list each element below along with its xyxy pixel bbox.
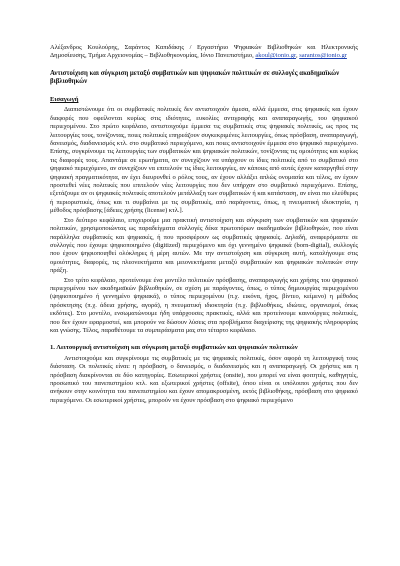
intro-paragraph: Διαπιστώνουμε ότι οι συμβατικές πολιτικές δεν αντιστοιχούν άμεσα, αλλά έμμεσα, στις ψηφιακές και έχουν διαφορές που οφείλονται κυρίως στις ιδιότητες, ευκολίες αντιγραφής και αναπαραγωγής, του ψηφιακού περιεχομένου. Στο πρώτο κεφάλαιο, αντιστοιχούμε έμμεσα τις συμβατικές στις ψηφιακές πολιτικές, ως προς τις λειτουργίες τους, τονίζοντας, ποιες πολιτικές επηρεάζουν συγκεκριμένες λειτουργίες, όπως πρόσβαση, αναπαραγωγή, δανεισμός, διαδανεισμός κτλ. στο συμβατικό περιεχόμενο, και ποιες αντιστοιχούν έμμεσα στο ψηφιακό περιεχόμενο. Επίσης, συγκρίνουμε τις λειτουργίες των συμβατικών και ψηφιακών πολιτικών, τονίζοντας τις ομοιότητες και κυρίως τις διαφορές τους. Απαντάμε σε ερωτήματα, αν συνεχίζουν να υπάρχουν οι ίδιες πολιτικές από το συμβατικό στο ψηφιακό περιεχόμενο, αν συνεχίζουν να επιτελούν τις ίδιες λειτουργίες, αν κάποιες από αυτές έχουν καταργηθεί στην ψηφιακή πραγματικότητα, αν έχει διευρυνθεί ο ρόλος τους, αν έχουν αλλάξει απλώς ονομασία και τέλος, αν έχουν προστεθεί νέες πολιτικές που επιτελούν νέες λειτουργίες που δεν υπήρχαν στο συμβατικό περιεχόμενο. Επίσης, εξετάζουμε αν οι ψηφιακές πολιτικές αποτελούν μετάλλαξη των συμβατικών ή και κατάσταση, αν είναι πιο ελεύθερες ή περιοριστικές, όπως και τι συμβαίνει με τις συμβατικές, από παράγοντες, όπως, η πνευματική ιδιοκτησία, η μέθοδος πρόσβασης [άδειες χρήσης (license) κτλ.].: [50, 106, 358, 215]
email-link-akoul[interactable]: akoul@ionio.gr: [255, 52, 296, 60]
intro-heading: Εισαγωγή: [50, 96, 79, 103]
intro-paragraph: Στο τρίτο κεφάλαιο, προτείνουμε ένα μοντέλο πολιτικών πρόσβασης, αναπαραγωγής και χρήσης του ψηφιακού περιεχομένου των ακαδημαϊκών βιβλιοθηκών, σε σχέση με παράγοντες, όπως, ο τύπος δημιουργίας περιεχομένου (ψηφιοποιημένο ή γεννημένο ψηφιακά), ο τύπος περιεχομένου (π.χ. εικόνα, ήχος, βίντεο, κείμενο) η μέθοδος πρόσκτησης (π.χ. άδεια χρήσης, αγορά), η πνευματική ιδιοκτησία (π.χ. βιβλιοθήκες, ιδιώτες, οργανισμοί, όπως εκδότες). Στο μοντέλο, ενσωματώνουμε ήδη υπάρχουσες πρακτικές, αλλά και προτείνουμε καινούργιες πολιτικές, που δεν έχουν εφαρμοστεί, και μπορούν να δώσουν λύσεις στα προβλήματα διαχείρισης της ψηφιακής πληροφορίας και γνώσης. Τέλος, παραθέτουμε τα συμπεράσματα μας στο τέταρτο κεφάλαιο.: [50, 276, 358, 334]
authors-line: Αλέξανδρος Κουλούρης, Σαράντος Καπιδάκης / Εργαστήριο Ψηφιακών Βιβλιοθηκών και Ηλεκτρονικής Δημοσίευσης, Τμήμα Αρχειονομίας – Βιβλιοθηκονομίας, Ιόνιο Πανεπιστήμιο,: [50, 44, 358, 60]
email-link-sarantos[interactable]: sarantos@ionio.gr: [299, 52, 347, 60]
section1-paragraph: Αντιστοιχούμε και συγκρίνουμε τις συμβατικές με τις ψηφιακές πολιτικές, όσον αφορά τη λειτουργική τους διάσταση. Οι πολιτικές είναι: η πρόσβαση, ο δανεισμός, ο διαδανεισμός και η αναπαραγωγή. Οι χρήστες και η πρόσβαση διακρίνονται σε δύο κατηγορίες. Εσωτερικοί χρήστες (onsite), που μπορεί να είναι φοιτητές, καθηγητές, προσωπικό του πανεπιστημίου κτλ. και εξωτερικοί χρήστες (offsite), όπου είναι οι υπόλοιποι χρήστες που δεν ανήκουν στην κοινότητα του πανεπιστημίου και έχουν απομακρυσμένη, εκτός βιβλιοθήκης, πρόσβαση στο ψηφιακό περιεχόμενο. Οι εσωτερικοί χρήστες, μπορούν να έχουν πρόσβαση στο ψηφιακό περιεχόμενο: [50, 354, 358, 404]
section1-heading: 1. Λειτουργική αντιστοίχιση και σύγκριση μεταξύ συμβατικών και ψηφιακών πολιτικών: [50, 344, 298, 352]
intro-paragraph: Στο δεύτερο κεφάλαιο, επιχειρούμε μια πρακτική αντιστοίχιση και σύγκριση των συμβατικών και ψηφιακών πολιτικών, χρησιμοποιώντας ως παραδείγματα συλλογές δέκα πρωτοπόρων ακαδημαϊκών βιβλιοθηκών, που είναι παράλληλα συμβατικές και ψηφιακές, ή που προσφέρουν ως συμβατικές ψηφιακές. Δηλαδή, αναφερόμαστε σε συλλογές που έχουμε ψηφιοποιημένο (digitized) περιεχόμενο και όχι γεννημένο ψηφιακά (born-digital), συλλογές που έχουν ψηφιοποιηθεί ολόκληρες ή μέρη αυτών. Με την αντιστοίχιση και σύγκριση αυτή, καταλήγουμε στις ομοιότητες, διαφορές, τις πλεονεκτήματα και μειονεκτήματα μεταξύ συμβατικών και ψηφιακών πολιτικών στην πράξη.: [50, 216, 358, 275]
author-affiliation: [50, 44, 358, 61]
page-content: [50, 44, 358, 405]
paper-title: Αντιστοίχιση και σύγκριση μεταξύ συμβατικών και ψηφιακών πολιτικών σε συλλογές ακαδημαϊκών βιβλιοθηκών: [50, 69, 340, 86]
email-separator: ,: [295, 52, 300, 60]
